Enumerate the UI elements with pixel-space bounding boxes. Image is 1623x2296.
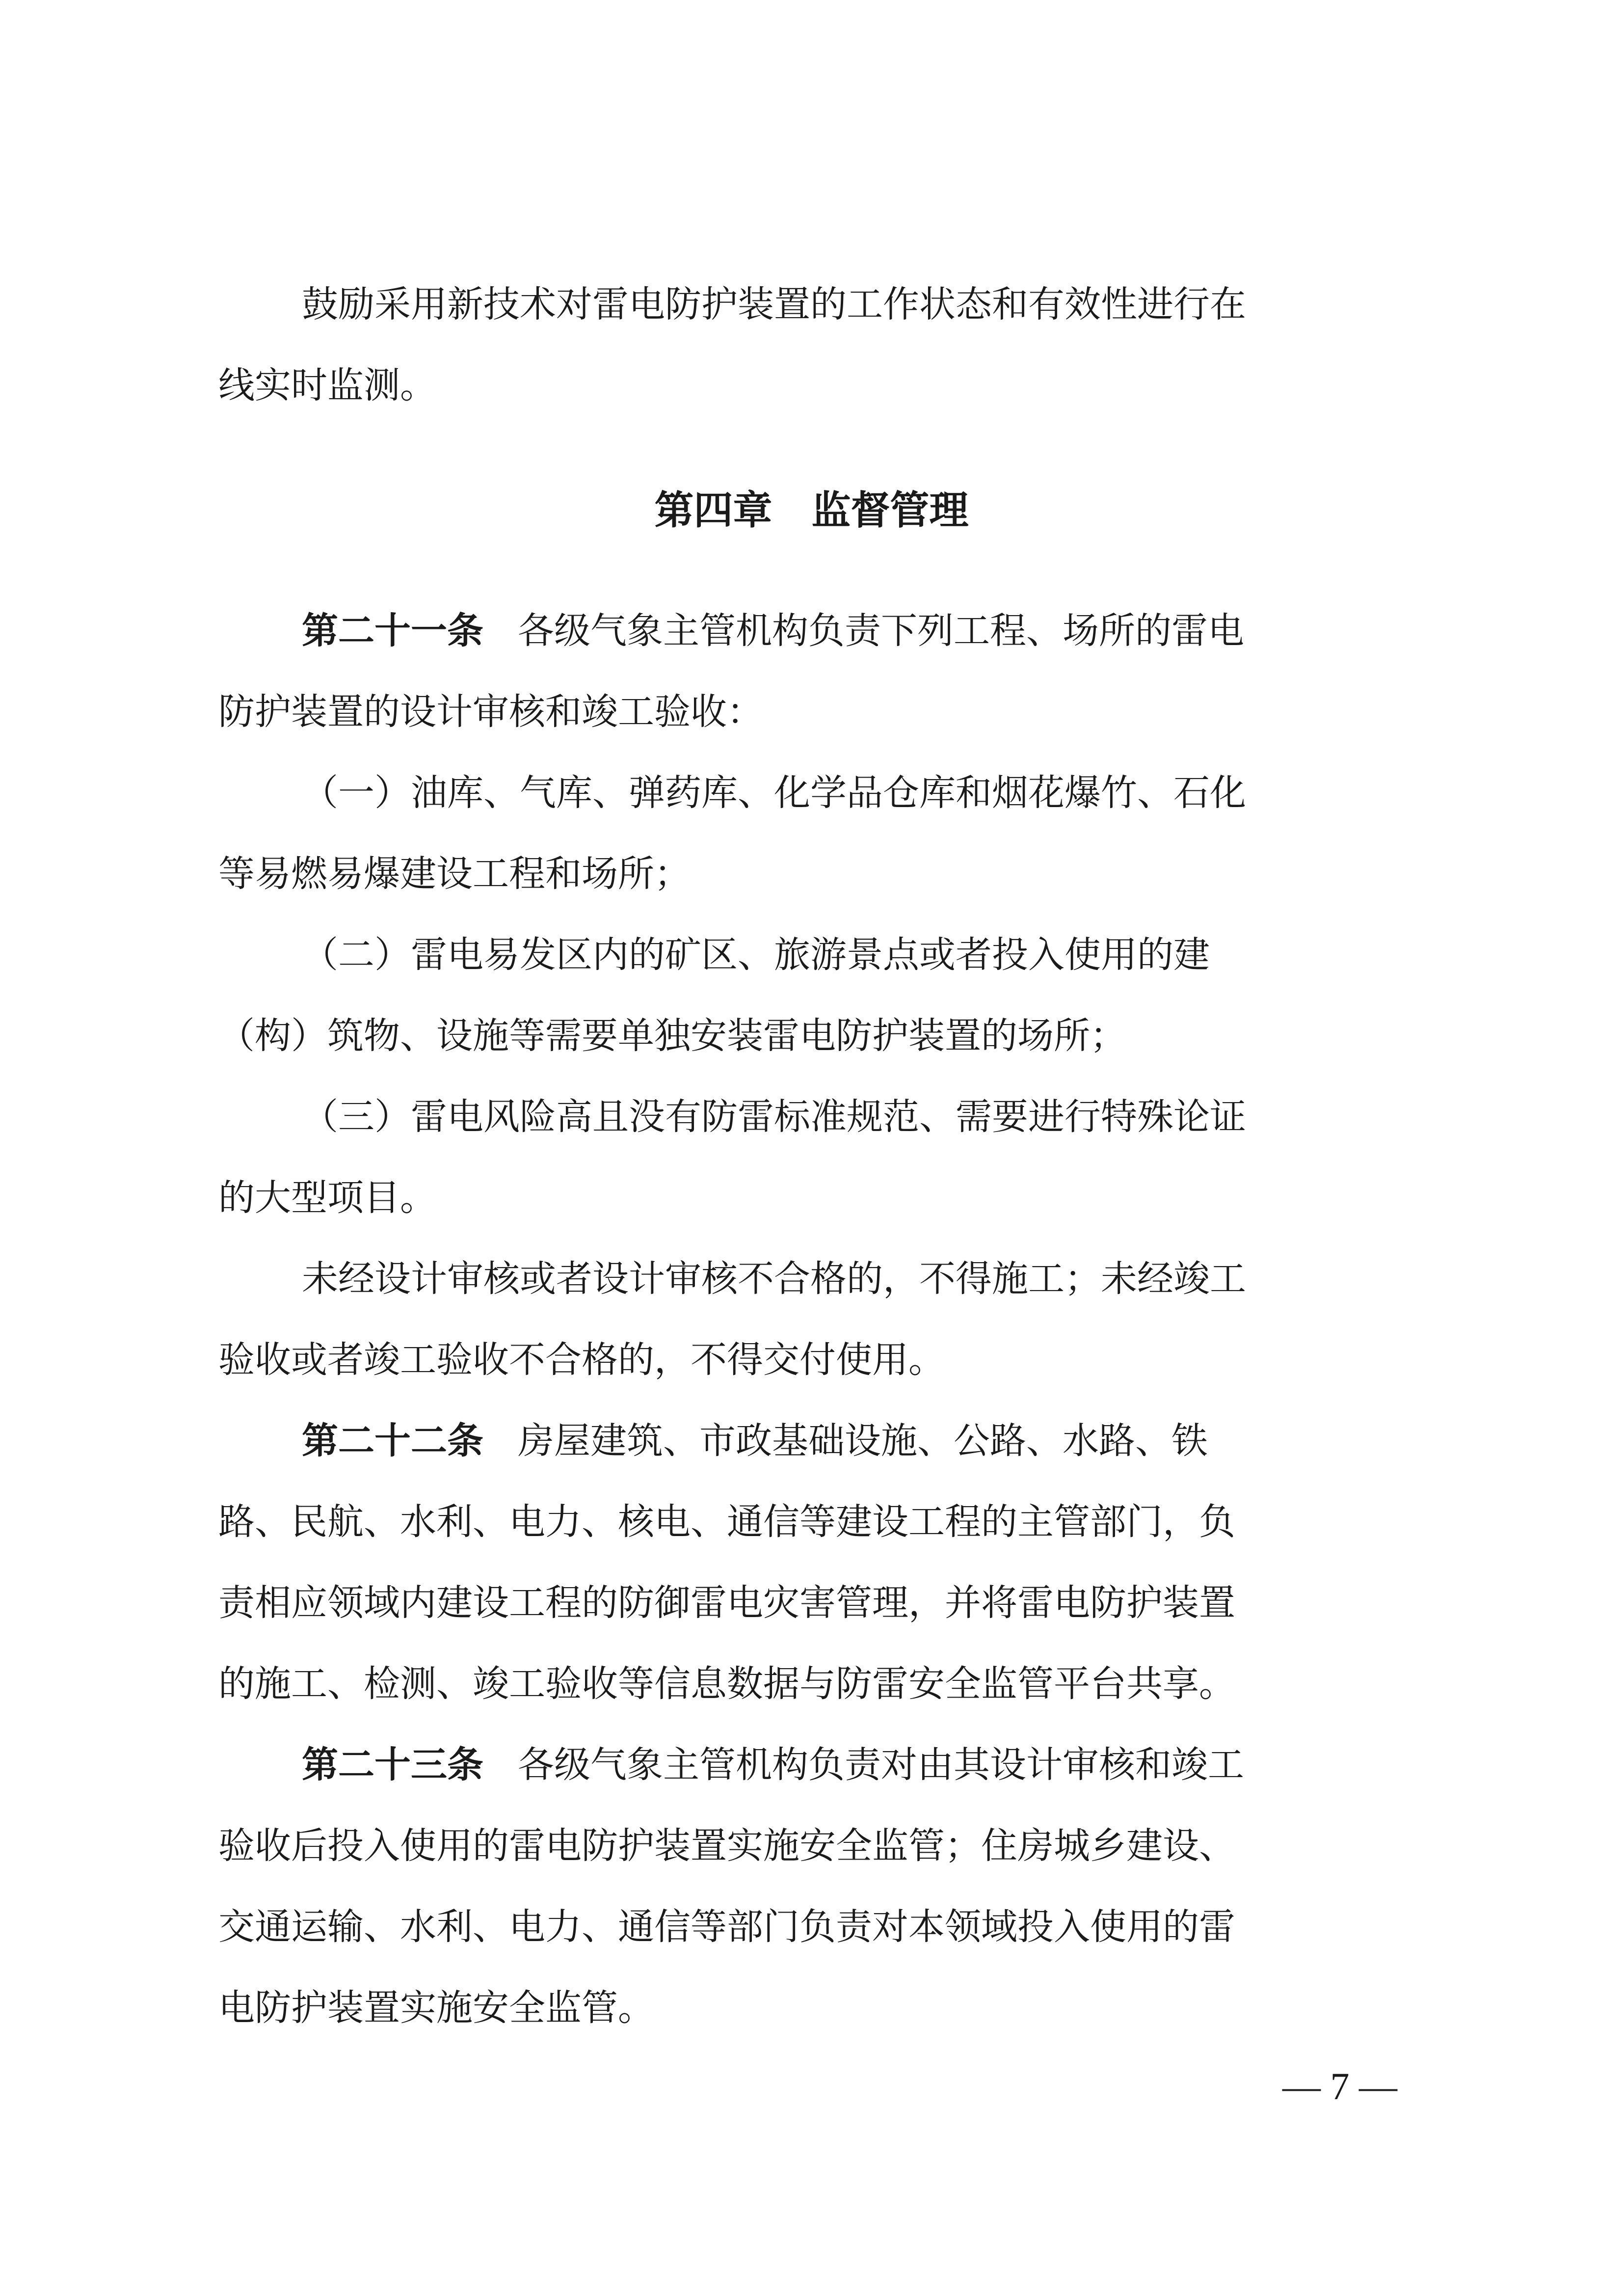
item-2-line-2: （构）筑物、设施等需要单独安装雷电防护装置的场所； <box>218 1015 1126 1057</box>
article-22-label: 第二十二条 <box>302 1420 483 1462</box>
article-23-label: 第二十三条 <box>302 1744 483 1786</box>
article-22-text-1: 房屋建筑、市政基础设施、公路、水路、铁 <box>518 1420 1208 1462</box>
item-1-line-1: （一）油库、气库、弹药库、化学品仓库和烟花爆竹、石化 <box>302 772 1246 814</box>
article-22-line-2: 路、民航、水利、电力、核电、通信等建设工程的主管部门，负 <box>218 1501 1235 1543</box>
article-23-line-3: 交通运输、水利、电力、通信等部门负责对本领域投入使用的雷 <box>218 1906 1235 1948</box>
restriction-line-1: 未经设计审核或者设计审核不合格的，不得施工；未经竣工 <box>302 1258 1246 1300</box>
item-1-line-2: 等易燃易爆建设工程和场所； <box>218 853 691 895</box>
article-23-line-2: 验收后投入使用的雷电防护装置实施安全监管；住房城乡建设、 <box>218 1825 1235 1867</box>
article-21-label: 第二十一条 <box>302 610 483 652</box>
article-22-line-3: 责相应领域内建设工程的防御雷电灾害管理，并将雷电防护装置 <box>218 1582 1235 1624</box>
article-23-text-1: 各级气象主管机构负责对由其设计审核和竣工 <box>518 1744 1244 1786</box>
article-23-line-1 <box>302 1740 1244 1789</box>
item-2-line-1: （二）雷电易发区内的矿区、旅游景点或者投入使用的建 <box>302 934 1210 976</box>
article-23-line-4: 电防护装置实施安全监管。 <box>218 1987 654 2029</box>
article-21-line-2: 防护装置的设计审核和竣工验收： <box>218 691 763 733</box>
page-number: — 7 — <box>1282 2065 1397 2107</box>
item-3-line-1: （三）雷电风险高且没有防雷标准规范、需要进行特殊论证 <box>302 1096 1246 1138</box>
intro-line-1: 鼓励采用新技术对雷电防护装置的工作状态和有效性进行在 <box>302 283 1246 325</box>
restriction-line-2: 验收或者竣工验收不合格的，不得交付使用。 <box>218 1339 945 1381</box>
article-21-text-1: 各级气象主管机构负责下列工程、场所的雷电 <box>518 610 1244 652</box>
intro-line-2: 线实时监测。 <box>218 364 436 406</box>
chapter-heading-text: 第四章 监督管理 <box>654 487 969 533</box>
chapter-heading <box>0 486 1623 535</box>
item-3-line-2: 的大型项目。 <box>218 1177 436 1219</box>
article-22-line-1 <box>302 1416 1208 1465</box>
article-22-line-4: 的施工、检测、竣工验收等信息数据与防雷安全监管平台共享。 <box>218 1663 1235 1705</box>
article-21-line-1 <box>302 606 1244 655</box>
